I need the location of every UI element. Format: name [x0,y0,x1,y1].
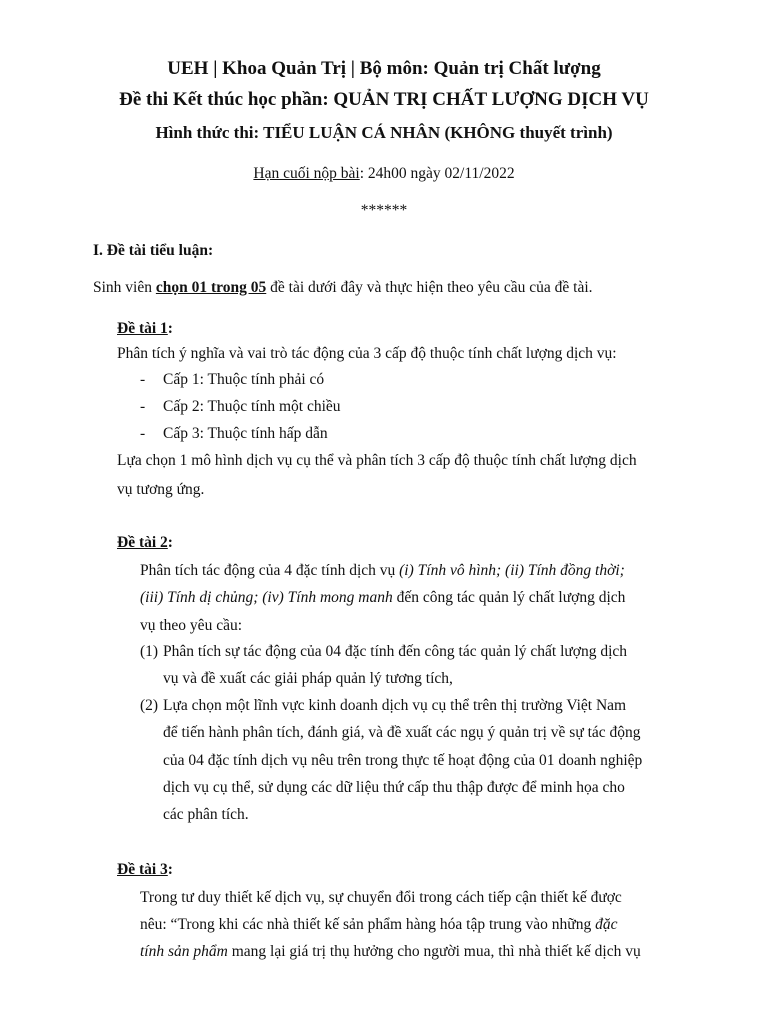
topic-3-italic: tính sản phẩm [140,943,228,960]
separator-stars: ****** [360,202,408,219]
bullet-dash: - [140,425,146,442]
deadline-label: Hạn cuối nộp bài [253,165,360,182]
topic-1-bullet-2: Cấp 2: Thuộc tính một chiều [163,398,341,415]
intro-text: Sinh viên [93,279,156,296]
topic-3-italic: đặc [595,916,618,933]
topic-1-closing-2: vụ tương ứng. [117,481,205,498]
deadline-value: : 24h00 ngày 02/11/2022 [359,165,515,182]
topic-3-line-1: Trong tư duy thiết kế dịch vụ, sự chuyển đổi trong cách tiếp cận thiết kế được [140,889,622,906]
topic-2-italic: (i) Tính vô hình; (ii) Tính đồng thời; [399,562,625,579]
deadline [0,165,768,183]
topic-3-title-text: Đề tài 3 [117,861,168,878]
intro-highlight: chọn 01 trong 05 [155,279,267,296]
header-line-2: Đề thi Kết thúc học phần: QUẢN TRỊ CHẤT LƯỢNG DỊCH VỤ [119,89,649,110]
topic-1-closing-1: Lựa chọn 1 mô hình dịch vụ cụ thể và phân tích 3 cấp độ thuộc tính chất lượng dịch [117,452,637,469]
topic-2-item-2-line-2: để tiến hành phân tích, đánh giá, và đề xuất các ngụ ý quản trị về sự tác động [163,724,641,741]
topic-3-text: nêu: “Trong khi các nhà thiết kế sản phẩm hàng hóa tập trung vào những [140,916,596,933]
topic-3-colon: : [167,861,173,878]
topic-1-title [117,320,173,338]
topic-2-line-3: vụ theo yêu cầu: [140,617,243,634]
topic-3-line-3 [140,943,641,961]
topic-1-title-text: Đề tài 1 [117,320,168,337]
topic-2-item-1-line-1: Phân tích sự tác động của 04 đặc tính đến công tác quản lý chất lượng dịch [163,643,628,660]
topic-1-bullet-3: Cấp 3: Thuộc tính hấp dẫn [163,425,328,442]
intro-text-end: đề tài dưới đây và thực hiện theo yêu cầu của đề tài. [266,279,593,296]
topic-2-italic: (iii) Tính dị chủng; (iv) Tính mong manh [140,589,393,606]
topic-1-colon: : [167,320,173,337]
topic-2-item-2-line-5: các phân tích. [163,806,249,823]
topic-3-line-2 [140,916,617,934]
topic-2-text: đến công tác quản lý chất lượng dịch [392,589,626,606]
topic-2-colon: : [167,534,173,551]
topic-2-item-1-number: (1) [140,643,159,660]
topic-1-bullet-1: Cấp 1: Thuộc tính phải có [163,371,325,388]
section-heading: I. Đề tài tiểu luận: [93,242,214,259]
topic-2-title-text: Đề tài 2 [117,534,168,551]
topic-2-item-2-number: (2) [140,697,159,714]
header-line-3: Hình thức thi: TIỂU LUẬN CÁ NHÂN (KHÔNG thuyết trình) [155,123,613,142]
topic-2-line-2 [140,589,625,607]
topic-3-title [117,861,173,879]
topic-2-item-2-line-4: dịch vụ cụ thể, sử dụng các dữ liệu thứ cấp thu thập được để minh họa cho [163,779,625,796]
topic-2-item-2-line-3: của 04 đặc tính dịch vụ nêu trên trong thực tế hoạt động của 01 doanh nghiệp [163,752,643,769]
topic-2-line-1 [140,562,625,580]
section-intro [93,279,593,297]
header-line-1: UEH | Khoa Quản Trị | Bộ môn: Quản trị Chất lượng [167,58,601,79]
bullet-dash: - [140,371,146,388]
topic-2-item-1-line-2: vụ và đề xuất các giải pháp quản lý tương tích, [163,670,453,687]
topic-2-title [117,534,173,552]
topic-2-item-2-line-1: Lựa chọn một lĩnh vực kinh doanh dịch vụ cụ thể trên thị trường Việt Nam [163,697,627,714]
topic-2-text: Phân tích tác động của 4 đặc tính dịch vụ [140,562,400,579]
topic-1-line-1: Phân tích ý nghĩa và vai trò tác động của 3 cấp độ thuộc tính chất lượng dịch vụ: [117,345,617,362]
topic-3-text: mang lại giá trị thụ hưởng cho người mua, thì nhà thiết kế dịch vụ [227,943,641,960]
bullet-dash: - [140,398,146,415]
